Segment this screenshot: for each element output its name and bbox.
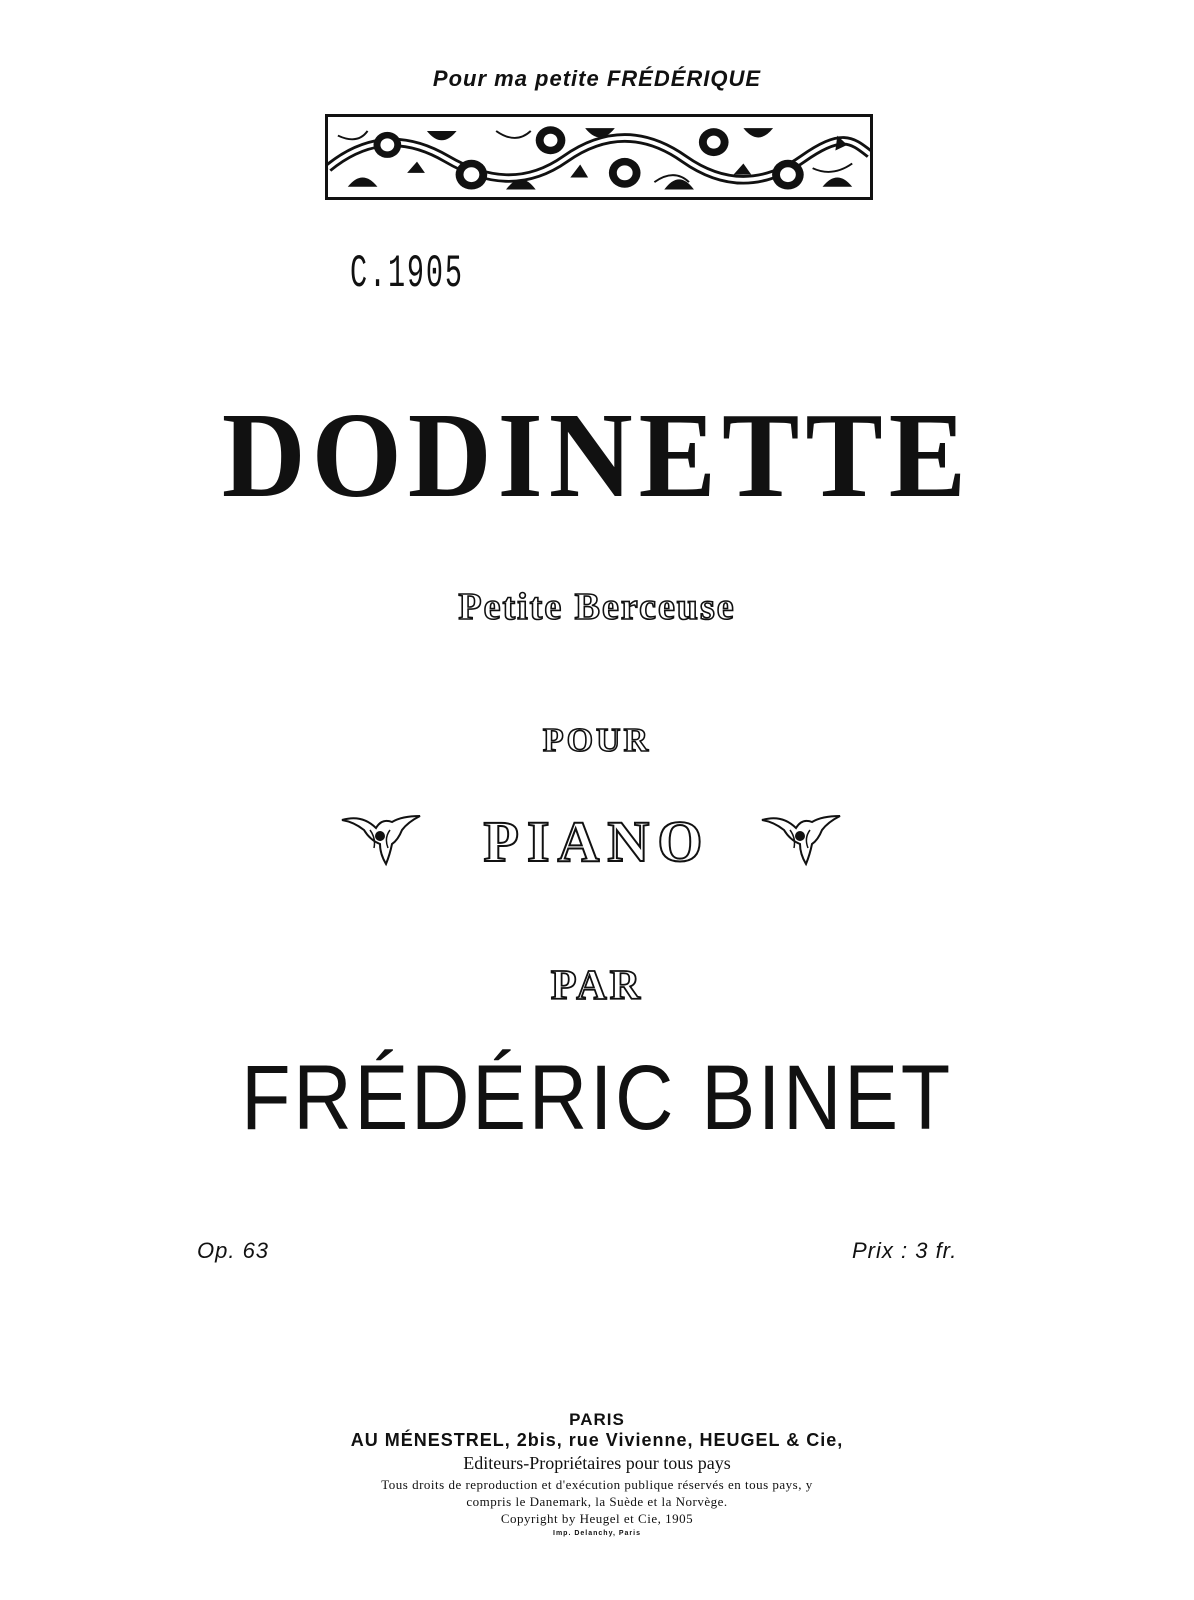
printer-imprint: Imp. Delanchy, Paris	[553, 1530, 641, 1537]
price: Prix : 3 fr.	[852, 1238, 958, 1263]
rights-notice-line-1: Tous droits de reproduction et d'exécution publique réservés en tous pays, y	[381, 1477, 813, 1492]
floral-ornament-band	[325, 114, 873, 200]
catalog-date-stamp: C.1905	[350, 248, 464, 300]
publisher-role: Editeurs-Propriétaires pour tous pays	[463, 1453, 731, 1473]
composer-name: FRÉDÉRIC BINET	[241, 1047, 953, 1149]
publisher-name: AU MÉNESTREL, 2bis, rue Vivienne, HEUGEL & Cie,	[350, 1430, 844, 1450]
rights-notice-line-2: compris le Danemark, la Suède et la Norvège.	[466, 1494, 728, 1509]
work-title: DODINETTE	[221, 388, 973, 524]
opus-number: Op. 63	[197, 1238, 270, 1263]
dedication: Pour ma petite FRÉDÉRIQUE	[432, 66, 762, 91]
leaf-flourish-icon	[760, 810, 844, 868]
par-label: PAR	[550, 963, 644, 1009]
instrument-label: PIANO	[483, 809, 711, 874]
pour-label: POUR	[542, 722, 652, 759]
copyright-notice: Copyright by Heugel et Cie, 1905	[500, 1511, 694, 1526]
work-subtitle: Petite Berceuse	[458, 586, 736, 628]
publisher-city: PARIS	[569, 1410, 625, 1429]
